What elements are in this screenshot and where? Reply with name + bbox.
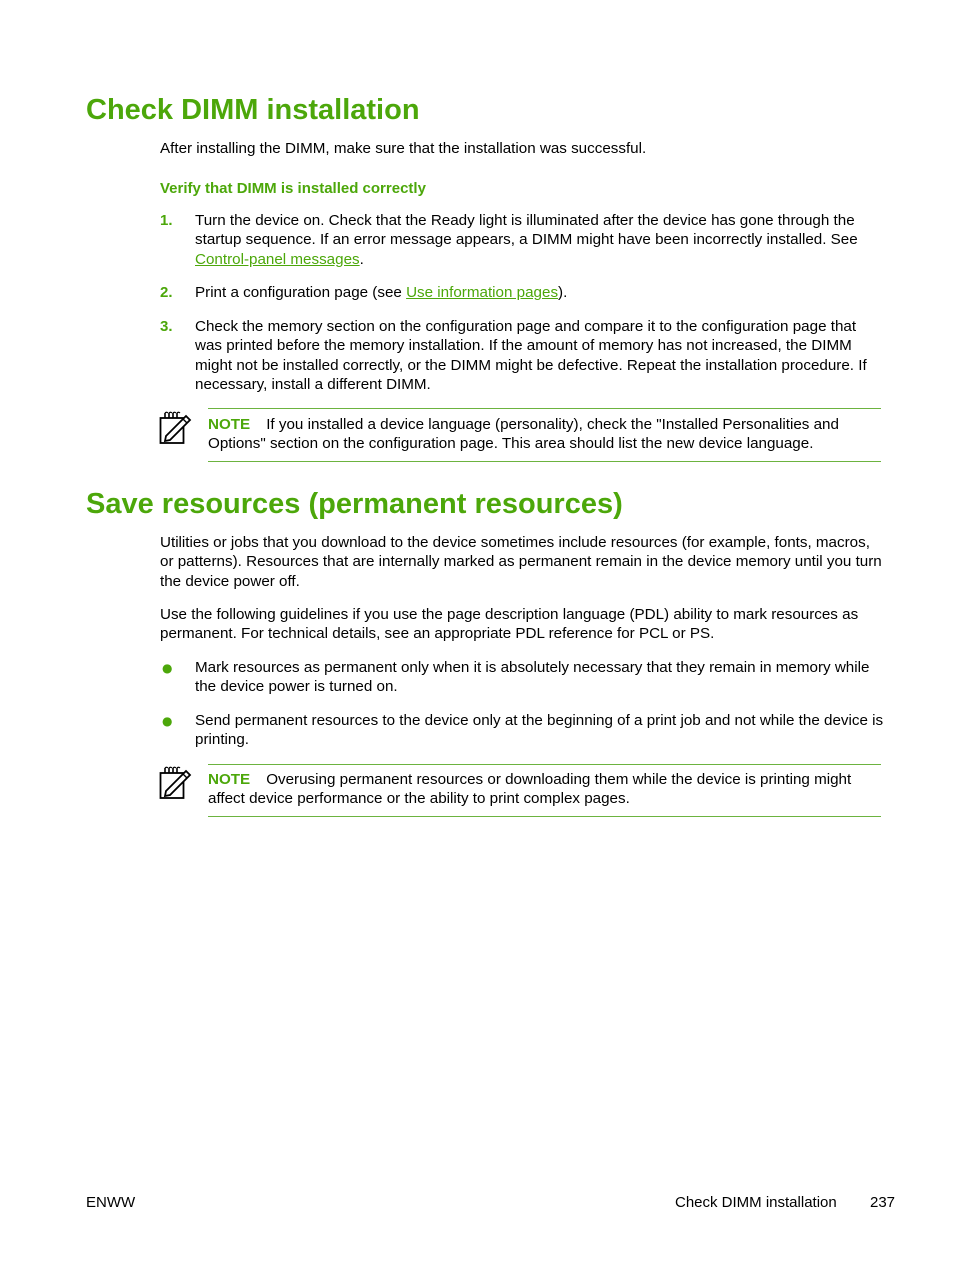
- note-text: NOTE Overusing permanent resources or downloading them while the device is printing might affect device performance or the ability to print complex pages.: [208, 771, 852, 808]
- bullet-item-1: Mark resources as permanent only when it is absolutely necessary that they remain in memory while the device power is turned on.: [195, 659, 870, 696]
- step-number-1: 1.: [160, 212, 173, 229]
- intro-paragraph: After installing the DIMM, make sure that the installation was successful.: [160, 140, 647, 157]
- subheading-verify: Verify that DIMM is installed correctly: [160, 180, 426, 197]
- control-panel-messages-link[interactable]: Control-panel messages: [195, 250, 360, 268]
- step-number-3: 3.: [160, 318, 173, 335]
- footer-page-number: 237: [870, 1194, 896, 1211]
- note-bottom-rule: [208, 461, 881, 462]
- paragraph-utilities: Utilities or jobs that you download to the device sometimes include resources (for example, fonts, macros, or patterns). Resources that are internally marked as permanent remain in the device memory until you turn the device power off.: [160, 534, 882, 590]
- note-icon: [159, 766, 193, 800]
- use-information-pages-link[interactable]: Use information pages: [406, 284, 559, 301]
- step-2-text: Print a configuration page (see Use information pages).: [195, 284, 568, 301]
- section-title-check-dimm: Check DIMM installation: [86, 94, 420, 126]
- note-label: NOTE: [208, 416, 251, 433]
- footer-left: ENWW: [86, 1194, 136, 1211]
- section-title-save-resources: Save resources (permanent resources): [86, 488, 623, 520]
- paragraph-guidelines: Use the following guidelines if you use the page description language (PDL) ability to mark resources as permanent. For technical details, see an appropriate PDL reference for PCL or PS.: [160, 606, 859, 643]
- note-top-rule: [208, 408, 881, 409]
- bullet-item-2: Send permanent resources to the device only at the beginning of a print job and not while the device is printing.: [195, 712, 884, 749]
- step-1-text: Turn the device on. Check that the Ready light is illuminated after the device has gone through the startup sequence. If an error message appears, a DIMM might have been incorrectly installed. See Control-panel messages.: [195, 212, 858, 268]
- bullet-icon: ●: [162, 714, 173, 728]
- step-3-text: Check the memory section on the configuration page and compare it to the configuration page that was printed before the memory installation. If the amount of memory has not increased, the DIMM might not be installed correctly, or the DIMM might be defective. Repeat the installation procedure. If necessary, install a different DIMM.: [195, 318, 867, 394]
- footer-section-title: Check DIMM installation: [675, 1194, 837, 1211]
- note-label: NOTE: [208, 771, 251, 788]
- note-text: NOTE If you installed a device language (personality), check the "Installed Personalities and Options" section on the configuration page. This area should list the new device language.: [208, 416, 839, 453]
- note-bottom-rule: [208, 816, 881, 817]
- note-top-rule: [208, 764, 881, 765]
- step-number-2: 2.: [160, 284, 173, 301]
- note-icon: [159, 411, 193, 445]
- bullet-icon: ●: [162, 661, 173, 675]
